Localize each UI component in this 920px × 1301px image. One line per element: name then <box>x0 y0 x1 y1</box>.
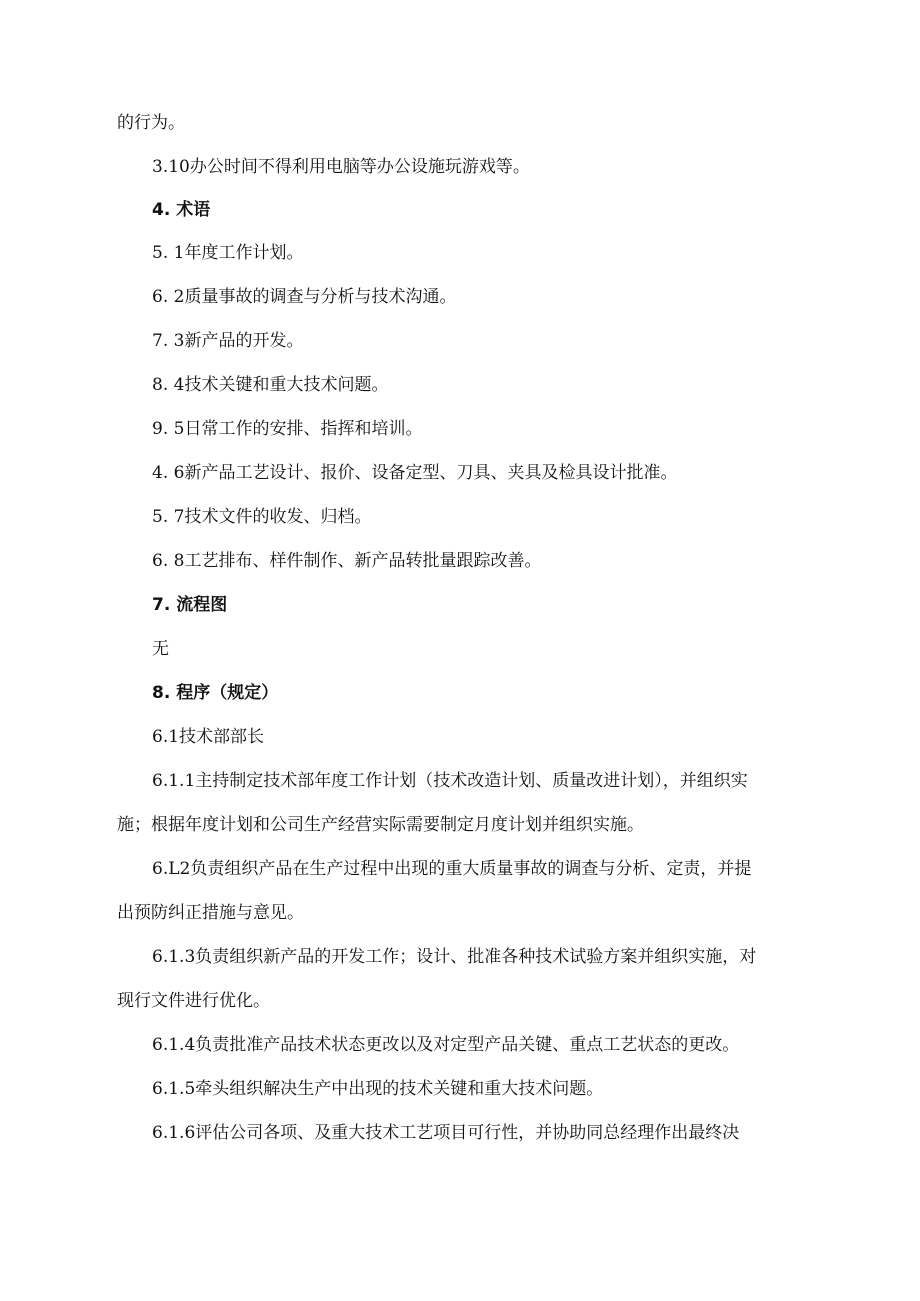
paragraph-line: 现行文件进行优化。 <box>117 991 270 1011</box>
list-item: 5. 7技术文件的收发、归档。 <box>152 507 372 527</box>
list-item: 8. 4技术关键和重大技术问题。 <box>152 375 389 395</box>
text-line: 3.10办公时间不得利用电脑等办公设施玩游戏等。 <box>152 157 530 177</box>
list-item: 9. 5日常工作的安排、指挥和培训。 <box>152 419 423 439</box>
text-line: 的行为。 <box>117 113 185 133</box>
paragraph-line: 施；根据年度计划和公司生产经营实际需要制定月度计划并组织实施。 <box>117 815 644 835</box>
text-line: 无 <box>152 639 169 659</box>
list-item: 4. 6新产品工艺设计、报价、设备定型、刀具、夹具及检具设计批准。 <box>152 463 678 483</box>
paragraph-line: 6.1.3负责组织新产品的开发工作；设计、批准各种技术试验方案并组织实施，对 <box>152 947 757 967</box>
paragraph-line: 6.1.6评估公司各项、及重大技术工艺项目可行性，并协助同总经理作出最终决 <box>152 1123 740 1143</box>
section-heading: 8. 程序（规定） <box>152 683 279 703</box>
subsection-title: 6.1技术部部长 <box>152 727 265 747</box>
paragraph-line: 6.L2负责组织产品在生产过程中出现的重大质量事故的调查与分析、定责，并提 <box>152 859 752 879</box>
paragraph-line: 6.1.1主持制定技术部年度工作计划（技术改造计划、质量改进计划），并组织实 <box>152 771 748 791</box>
paragraph-line: 6.1.5牵头组织解决生产中出现的技术关键和重大技术问题。 <box>152 1079 604 1099</box>
list-item: 6. 2质量事故的调查与分析与技术沟通。 <box>152 287 457 307</box>
paragraph-line: 出预防纠正措施与意见。 <box>117 903 304 923</box>
list-item: 7. 3新产品的开发。 <box>152 331 304 351</box>
list-item: 5. 1年度工作计划。 <box>152 243 304 263</box>
paragraph-line: 6.1.4负责批准产品技术状态更改以及对定型产品关键、重点工艺状态的更改。 <box>152 1035 740 1055</box>
section-heading: 4. 术语 <box>152 200 211 220</box>
section-heading: 7. 流程图 <box>152 595 228 615</box>
list-item: 6. 8工艺排布、样件制作、新产品转批量跟踪改善。 <box>152 551 542 571</box>
